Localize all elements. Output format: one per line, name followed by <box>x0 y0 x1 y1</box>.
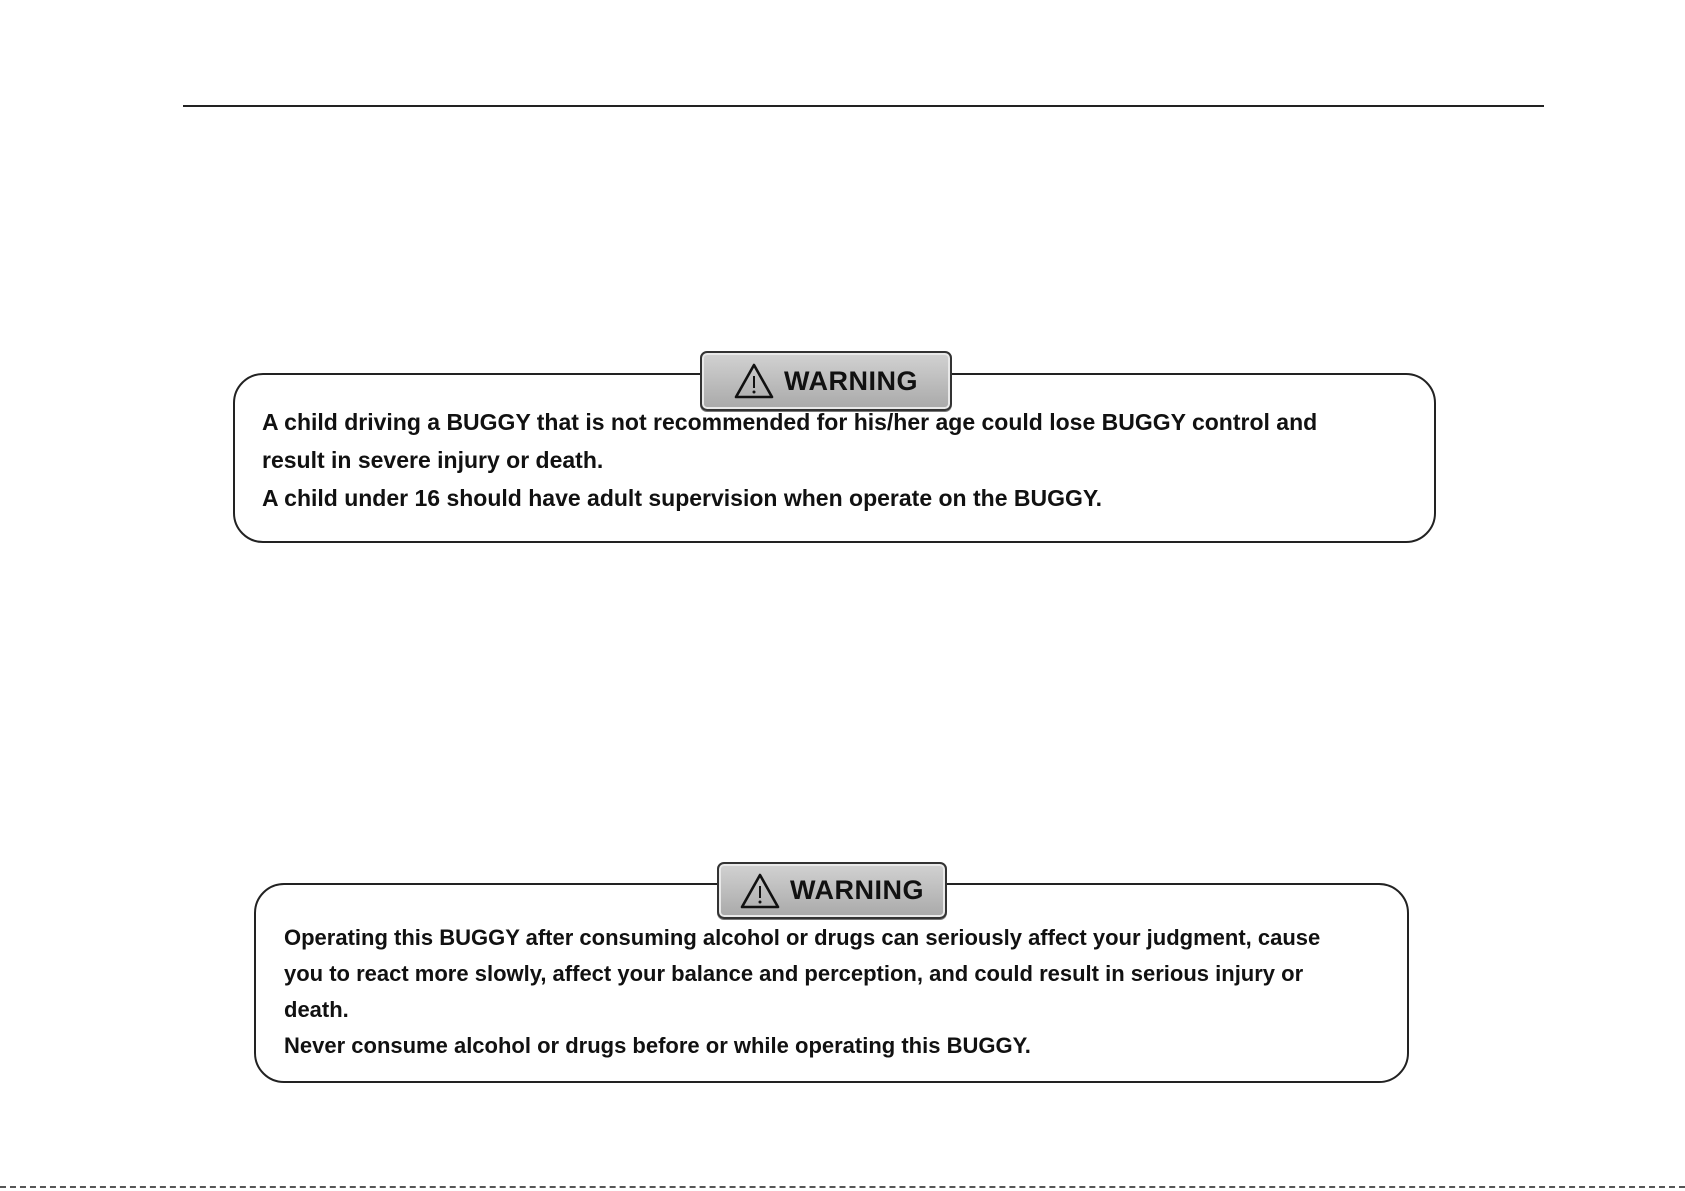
header-divider <box>183 105 1544 107</box>
warning-text-line: you to react more slowly, affect your balance and perception, and could result in serious injury or <box>284 961 1304 986</box>
warning-text-line: Never consume alcohol or drugs before or while operating this BUGGY. <box>284 1033 1031 1058</box>
warning-text-line: A child under 16 should have adult supervision when operate on the BUGGY. <box>262 485 1103 511</box>
footer-divider <box>0 1186 1685 1188</box>
warning-text-line: death. <box>284 997 349 1022</box>
warning-text-line: A child driving a BUGGY that is not recommended for his/her age could lose BUGGY control and <box>262 409 1318 435</box>
warning-text <box>284 920 1394 1064</box>
warning-triangle-icon <box>740 873 780 909</box>
warning-triangle-icon <box>734 363 774 399</box>
warning-badge <box>717 862 947 919</box>
warning-badge-label: WARNING <box>784 365 918 396</box>
warning-text-line: result in severe injury or death. <box>262 447 604 473</box>
warning-badge-label: WARNING <box>790 875 924 905</box>
warning-text <box>262 403 1422 517</box>
warning-badge <box>700 351 952 411</box>
warning-text-line: Operating this BUGGY after consuming alcohol or drugs can seriously affect your judgment, cause <box>284 925 1321 950</box>
